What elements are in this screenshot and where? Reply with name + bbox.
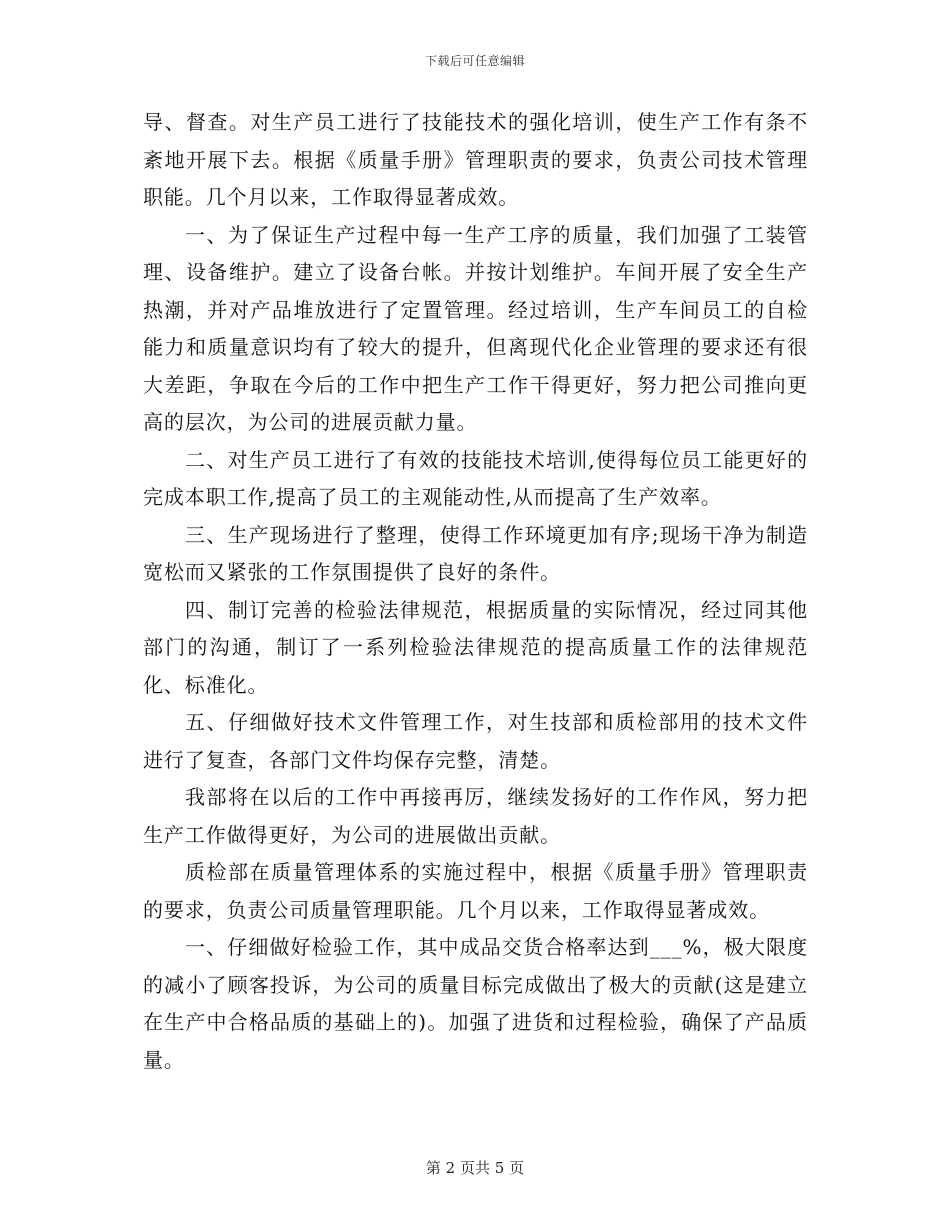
paragraph-5: 四、制订完善的检验法律规范，根据质量的实际情况，经过同其他部门的沟通，制订了一系列检验法律规范的提高质量工作的法律规范化、标准化。: [143, 597, 808, 697]
paragraph-4: 三、生产现场进行了整理，使得工作环境更加有序;现场干净为制造宽松而又紧张的工作氛围提供了良好的条件。: [143, 522, 808, 584]
paragraph-3: 二、对生产员工进行了有效的技能技术培训,使得每位员工能更好的完成本职工作,提高了员工的主观能动性,从而提高了生产效率。: [143, 447, 808, 509]
paragraph-8: 质检部在质量管理体系的实施过程中，根据《质量手册》管理职责的要求，负责公司质量管理职能。几个月以来，工作取得显著成效。: [143, 860, 808, 922]
paragraph-2: 一、为了保证生产过程中每一生产工序的质量，我们加强了工装管理、设备维护。建立了设备台帐。并按计划维护。车间开展了安全生产热潮，并对产品堆放进行了定置管理。经过培训，生产车间员工的自检能力和质量意识均有了较大的提升，但离现代化企业管理的要求还有很大差距，争取在今后的工作中把生产工作干得更好，努力把公司推向更高的层次，为公司的进展贡献力量。: [143, 222, 808, 434]
paragraph-7: 我部将在以后的工作中再接再厉，继续发扬好的工作作风，努力把生产工作做得更好，为公司的进展做出贡献。: [143, 785, 808, 847]
paragraph-1: 导、督查。对生产员工进行了技能技术的强化培训，使生产工作有条不紊地开展下去。根据《质量手册》管理职责的要求，负责公司技术管理职能。几个月以来，工作取得显著成效。: [143, 110, 808, 209]
document-body: [143, 104, 808, 1079]
page-header: 下载后可任意编辑: [424, 54, 525, 68]
page-number: 第 2 页共 5 页: [425, 1159, 525, 1177]
paragraph-9: 一、仔细做好检验工作，其中成品交货合格率达到___%，极大限度的减小了顾客投诉，为公司的质量目标完成做出了极大的贡献(这是建立在生产中合格品质的基础上的)。加强了进货和过程检验，确保了产品质量。: [143, 935, 808, 1072]
paragraph-6: 五、仔细做好技术文件管理工作，对生技部和质检部用的技术文件进行了复查，各部门文件均保存完整，清楚。: [143, 710, 808, 772]
